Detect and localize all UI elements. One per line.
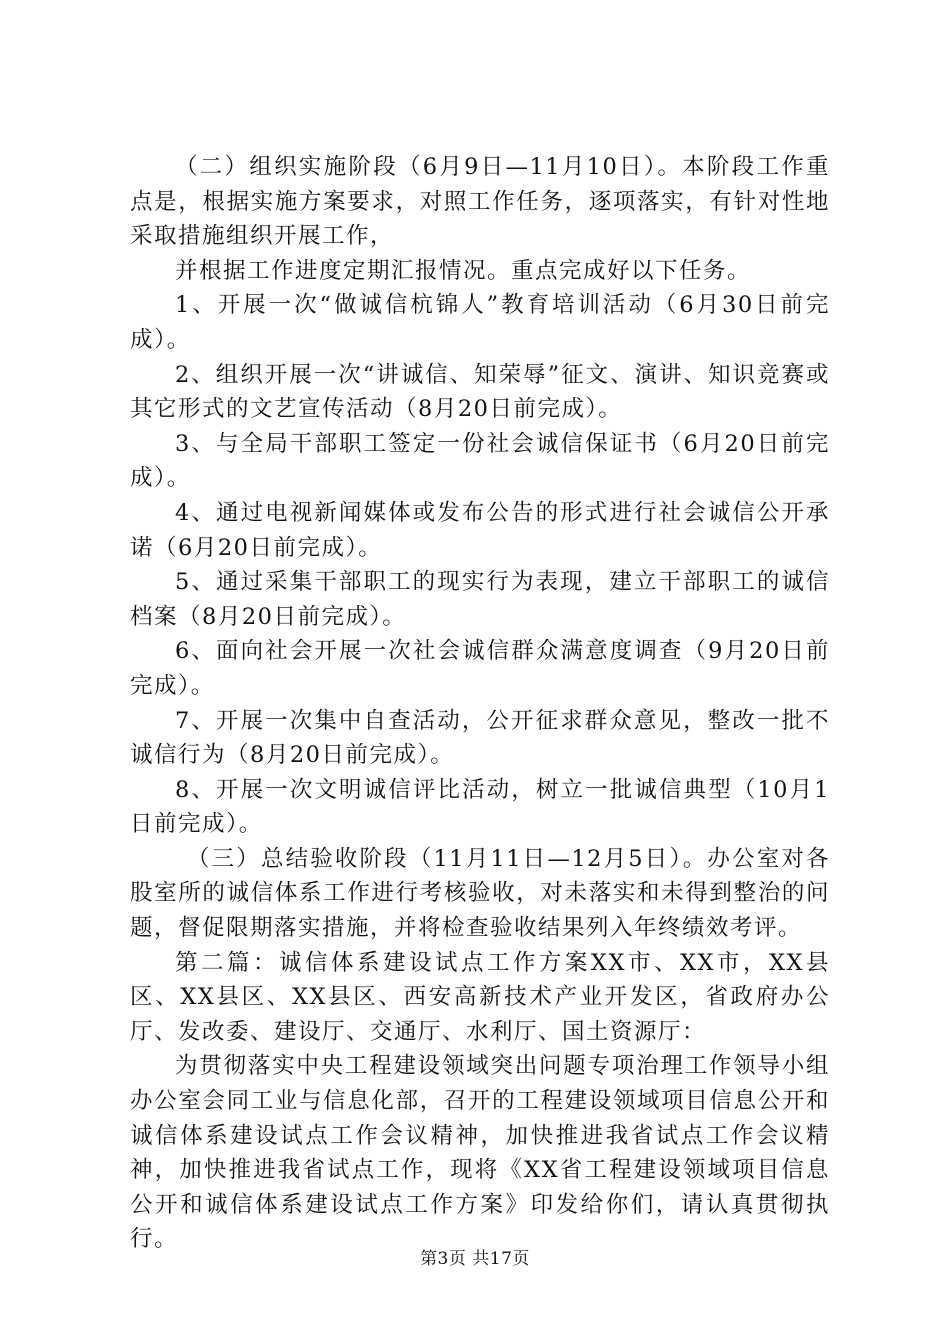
- paragraph-task-6: 6、面向社会开展一次社会诚信群众满意度调查（9月20日前完成）。: [130, 638, 830, 699]
- paragraph-task-4: 4、通过电视新闻媒体或发布公告的形式进行社会诚信公开承诺（6月20日前完成）。: [130, 499, 830, 561]
- paragraph-task-5: 5、通过采集干部职工的现实行为表现，建立干部职工的诚信档案（8月20日前完成）。: [130, 569, 830, 630]
- paragraph-implementation: 为贯彻落实中央工程建设领域突出问题专项治理工作领导小组办公室会同工业与信息化部，召开的工程建设领域项目信息公开和诚信体系建设试点工作会议精神，加快推进我省试点工作会议精神，加快推进我省试点工作，现将《XX省工程建设领域项目信息公开和诚信体系建设试点工作方案》印发给你们，请认真贯彻执行。: [130, 1053, 830, 1253]
- paragraph-task-2: 2、组织开展一次“讲诚信、知荣辱”征文、演讲、知识竞赛或其它形式的文艺宣传活动（8月20日前完成）。: [130, 361, 830, 423]
- paragraph-task-3: 3、与全局干部职工签定一份社会诚信保证书（6月20日前完成）。: [130, 430, 830, 492]
- page-footer: 第3页 共17页: [420, 1249, 530, 1269]
- paragraph-task-7: 7、开展一次集中自查活动，公开征求群众意见，整改一批不诚信行为（8月20日前完成）。: [130, 707, 830, 769]
- paragraph-stage-three: （三）总结验收阶段（11月11日—12月5日）。办公室对各股室所的诚信体系工作进行考核验收，对未落实和未得到整治的问题，督促限期落实措施，并将检查验收结果列入年终绩效考评。: [130, 845, 830, 942]
- paragraph-report: 并根据工作进度定期汇报情况。重点完成好以下任务。: [175, 257, 752, 284]
- paragraph-task-1: 1、开展一次“做诚信杭锦人”教育培训活动（6月30日前完成）。: [130, 292, 830, 353]
- document-body: [130, 150, 830, 1257]
- paragraph-task-8: 8、开展一次文明诚信评比活动，树立一批诚信典型（10月1日前完成）。: [130, 776, 830, 838]
- paragraph-stage-two: （二）组织实施阶段（6月9日—11月10日）。本阶段工作重点是，根据实施方案要求，对照工作任务，逐项落实，有针对性地采取措施组织开展工作，: [130, 154, 830, 250]
- paragraph-second-article: 第二篇：诚信体系建设试点工作方案XX市、XX市，XX县区、XX县区、XX县区、西安高新技术产业开发区，省政府办公厅、发改委、建设厅、交通厅、水利厅、国土资源厅：: [130, 949, 831, 1045]
